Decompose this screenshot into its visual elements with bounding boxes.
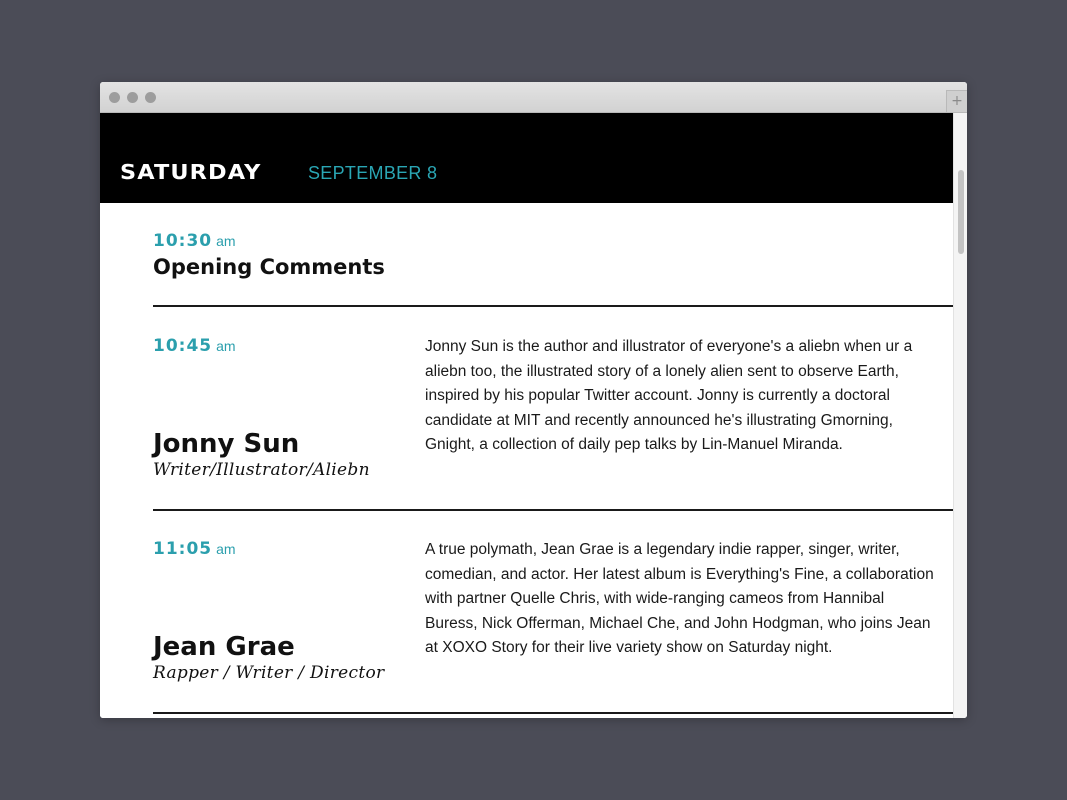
time-value: 11:05 [153, 539, 213, 559]
session-time [153, 231, 236, 251]
browser-title-bar [100, 82, 967, 113]
page-viewport [100, 113, 967, 718]
session-time [153, 539, 236, 559]
speaker-name: Jean Grae [153, 632, 295, 662]
new-tab-button[interactable]: + [946, 90, 967, 112]
browser-window [100, 82, 967, 718]
time-ampm: am [216, 338, 236, 354]
session-divider [153, 305, 954, 307]
day-label: SATURDAY [120, 160, 262, 184]
time-value: 10:45 [153, 336, 213, 356]
session-divider [153, 712, 954, 714]
scrollbar-thumb[interactable] [958, 170, 964, 254]
time-ampm: am [216, 541, 236, 557]
minimize-window-dot[interactable] [127, 92, 138, 103]
time-value: 10:30 [153, 231, 213, 251]
speaker-name: Jonny Sun [153, 429, 300, 459]
speaker-bio: Jonny Sun is the author and illustrator of everyone's a aliebn when ur a aliebn too, the illustrated story of a lonely alien sent to observe Earth, inspired by his popular Twitter account. Jonny is currently a doctoral candidate at MIT and recently announced he's illustrating Gmorning, Gnight, a collection of daily pep talks by Lin-Manuel Miranda. [425, 338, 913, 453]
session-divider [153, 509, 954, 511]
date-label: SEPTEMBER 8 [308, 163, 438, 183]
session-time [153, 336, 236, 356]
speaker-role: Rapper / Writer / Director [153, 663, 385, 683]
day-header [100, 113, 953, 203]
session-title: Opening Comments [153, 255, 385, 279]
speaker-role: Writer/Illustrator/Aliebn [153, 460, 370, 480]
time-ampm: am [216, 233, 236, 249]
close-window-dot[interactable] [109, 92, 120, 103]
zoom-window-dot[interactable] [145, 92, 156, 103]
vertical-scrollbar[interactable] [953, 113, 967, 718]
speaker-bio: A true polymath, Jean Grae is a legendary indie rapper, singer, writer, comedian, and actor. Her latest album is Everything's Fine, a collaboration with partner Quelle Chris, with wide-ranging cameos from Hannibal Buress, Nick Offerman, Michael Che, and John Hodgman, who joins Jean at XOXO Story for their live variety show on Saturday night. [425, 541, 934, 656]
